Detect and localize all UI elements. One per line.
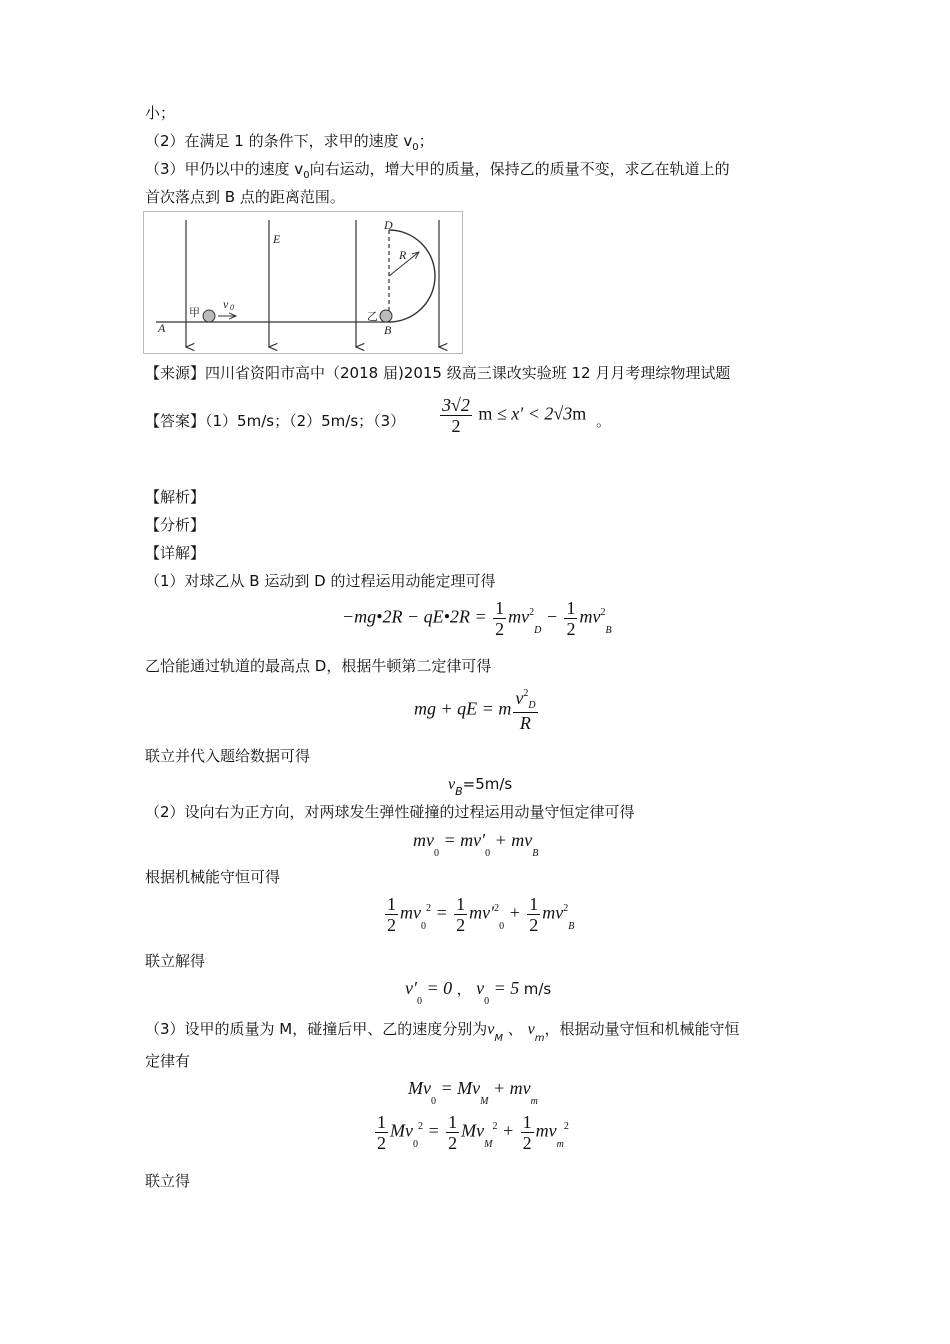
label-B: B: [384, 323, 392, 337]
label-v0-sub: 0: [230, 303, 234, 312]
equation-result: $v'_0 = 0$ ， $v_0 = 5$ m/s: [405, 978, 552, 1007]
vb-result: $v_B=5m/s$: [448, 775, 513, 798]
para-3: 联立并代入题给数据可得: [145, 747, 311, 765]
answer-formula: $\frac{3√2}{2}$ m ≤ x′ < 2√3m: [442, 395, 587, 436]
para-7a: （3）设甲的质量为 M，碰撞后甲、乙的速度分别为$v_M$ 、 $v_m$，根据动量守恒和机械能守恒: [145, 1020, 740, 1044]
equation-momentum-m: $Mv_0 = Mv_M + mv_m$: [408, 1078, 538, 1107]
jiexi-heading: 【解析】: [145, 488, 206, 506]
para-5: 根据机械能守恒可得: [145, 868, 281, 886]
problem-line-3b: 首次落点到 B 点的距离范围。: [145, 188, 345, 206]
ball-yi: [380, 310, 392, 322]
para-7b: 定律有: [145, 1052, 191, 1070]
ball-jia: [203, 310, 215, 322]
equation-momentum: $mv_0 = mv'_0 + mv_B$: [413, 830, 539, 859]
para-4: （2）设向右为正方向，对两球发生弹性碰撞的过程运用动量守恒定律可得: [145, 803, 635, 821]
para-1: （1）对球乙从 B 运动到 D 的过程运用动能定理可得: [145, 572, 496, 590]
equation-newton: mg + qE = m $\frac{v^2_D}{R}$: [414, 688, 536, 733]
source-line: 【来源】四川省资阳市高中（2018 届)2015 级高三课改实验班 12 月月考理综物理试题: [145, 364, 731, 382]
label-jia: 甲: [189, 306, 200, 319]
problem-line-1: 小；: [145, 104, 176, 122]
label-v0: v: [223, 297, 229, 311]
equation-energy: −mg•2R − qE•2R = $\frac{1}{2}$ $mv^2_D$ − $\frac{1}{2}$ $mv^2_B$: [342, 598, 612, 639]
problem-line-3a: （3）甲仍以中的速度 $v_0$向右运动，增大甲的质量，保持乙的质量不变，求乙在轨道上的: [145, 160, 730, 181]
problem-figure: [143, 211, 463, 354]
field-lines: [186, 220, 439, 347]
problem-line-2: （2）在满足 1 的条件下，求甲的速度 $v_0$；: [145, 132, 434, 153]
para-8: 联立得: [145, 1172, 191, 1190]
equation-energy-conservation: $\frac{1}{2}$ $mv_0^2$ = $\frac{1}{2}$ $mv'^2_0$ + $\frac{1}{2}$ $mv^2_B$: [387, 894, 575, 935]
para-6: 联立解得: [145, 952, 206, 970]
label-R: R: [399, 248, 407, 262]
label-E: E: [273, 232, 281, 246]
track-diagram: [144, 212, 462, 353]
xiangjie-heading: 【详解】: [145, 544, 206, 562]
label-A: A: [158, 321, 166, 335]
semicircle-track: [389, 230, 435, 322]
label-D: D: [384, 218, 393, 232]
answer-line: 【答案】（1）5m/s；（2）5m/s；（3）: [145, 412, 406, 430]
label-yi: 乙: [367, 310, 378, 323]
equation-energy-m: $\frac{1}{2}$ $Mv_0^2$ = $\frac{1}{2}$ $Mv_M^2$ + $\frac{1}{2}$ $mv_m^2$: [377, 1112, 569, 1153]
para-2: 乙恰能通过轨道的最高点 D，根据牛顿第二定律可得: [145, 657, 492, 675]
fenxi-heading: 【分析】: [145, 516, 206, 534]
answer-end: 。: [596, 412, 612, 430]
